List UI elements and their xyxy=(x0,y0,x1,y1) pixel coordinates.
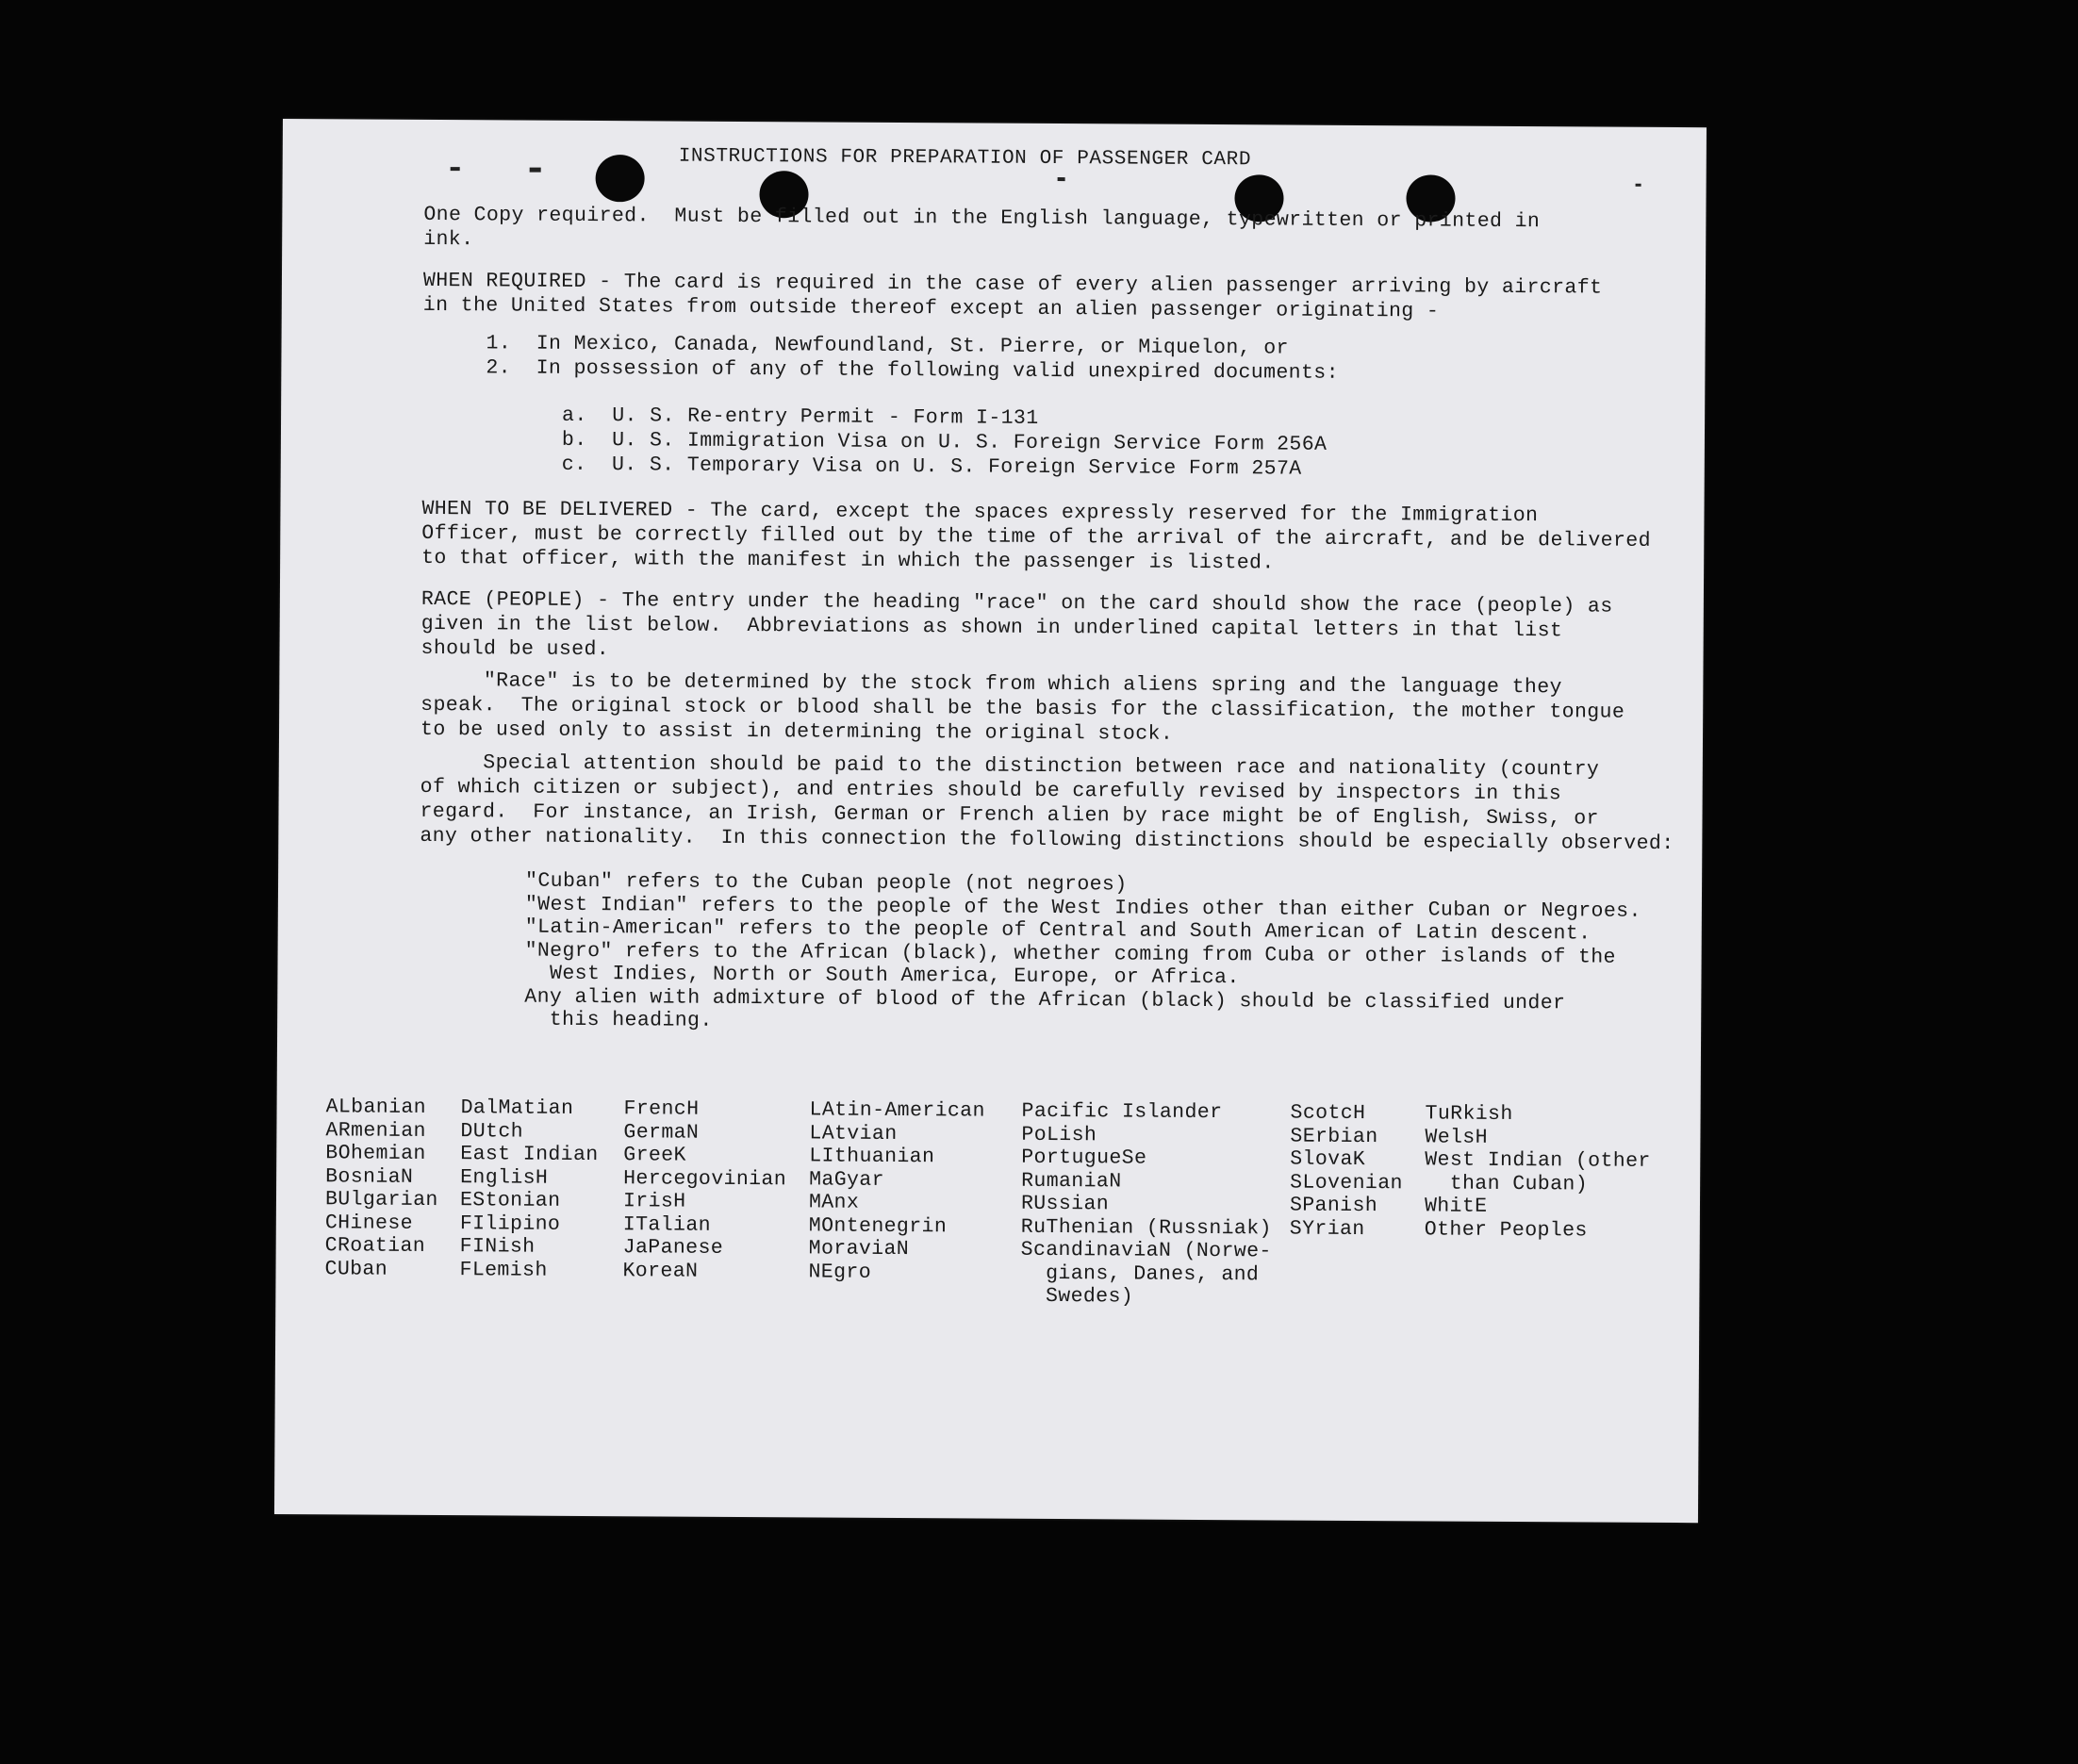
race-column-2 xyxy=(459,1096,599,1282)
special-attention-paragraph: Special attention should be paid to the distinction between race and nationality (country of which citizen or subject), and entries should be carefully revised by inspectors in this regard. For instance, an Irish, German or French alien by race might be of English, Swiss, or any other nationality. In this connection the following distinctions should be especially observed: xyxy=(420,750,1674,856)
race-list: FrencH GermaN GreeK Hercegovinian IrisH ITalian JaPanese KoreaN xyxy=(622,1097,787,1283)
race-column-1 xyxy=(324,1096,438,1281)
numbered-list: 1. In Mexico, Canada, Newfoundland, St. Pierre, or Miquelon, or 2. In possession of any of the following valid unexpired documents: xyxy=(486,332,1339,385)
race-column-6 xyxy=(1290,1102,1404,1242)
race-list: TuRkish WelsH West Indian (other than Cuban) WhitE Other Peoples xyxy=(1424,1102,1651,1242)
when-delivered-paragraph: WHEN TO BE DELIVERED - The card, except the spaces expressly reserved for the Immigration Officer, must be correctly filled out by the time of the arrival of the aircraft, and be delivered to that officer, with the manifest in which the passenger is listed. xyxy=(421,497,1651,575)
race-list: ALbanian ARmenian BOhemian BosniaN BUlgarian CHinese CRoatian CUban xyxy=(324,1096,438,1281)
race-list: DalMatian DUtch East Indian EnglisH EStonian FIlipino FINish FLemish xyxy=(459,1096,599,1282)
race-column-7 xyxy=(1425,1102,1651,1242)
document-list: a. U. S. Re-entry Permit - Form I-131 b. U. S. Immigration Visa on U. S. Foreign Service Form 256A c. U. S. Temporary Visa on U. S. Foreign Service Form 257A xyxy=(561,404,1328,481)
instruction-card xyxy=(274,119,1707,1523)
ink-mark xyxy=(451,167,460,171)
when-required-paragraph: WHEN REQUIRED - The card is required in the case of every alien passenger arriving by aircraft in the United States from outside thereof except an alien passenger originating - xyxy=(422,269,1603,323)
race-column-4 xyxy=(808,1098,984,1284)
ink-mark xyxy=(1636,184,1641,187)
race-list: Pacific Islander PoLish PortugueSe RumaniaN RUssian RuThenian (Russniak) ScandinaviaN (Norwe- gians, Danes, and Swedes) xyxy=(1020,1099,1272,1309)
race-column-3 xyxy=(622,1097,786,1283)
intro-paragraph: One Copy required. Must be filled out in the English language, typewritten or printed in ink. xyxy=(423,203,1541,252)
page-title: INSTRUCTIONS FOR PREPARATION OF PASSENGER CARD xyxy=(678,145,1252,172)
ink-mark xyxy=(530,168,541,173)
ink-mark xyxy=(1058,177,1065,181)
race-list: ScotcH SErbian SlovaK SLovenian SPanish SYrian xyxy=(1289,1101,1403,1241)
distinctions-list: "Cuban" refers to the Cuban people (not negroes) "West Indian" refers to the people of the West Indies other than either Cuban or Negroes. "Latin-American" refers to the people of Central and South American of Latin descent. "Negro" refers to the African (black), whether coming from Cuba or other islands of the West Indies, North or South America, Europe, or Africa. Any alien with admixture of blood of the African (black) should be classified under this heading. xyxy=(524,869,1641,1032)
race-people-paragraph: RACE (PEOPLE) - The entry under the heading "race" on the card should show the race (people) as given in the list below. Abbreviations as shown in underlined capital letters in that list should be used. xyxy=(421,587,1613,662)
race-list: LAtin-American LAtvian LIthuanian MaGyar MAnx MOntenegrin MoraviaN NEgro xyxy=(808,1098,985,1284)
race-column-5 xyxy=(1020,1100,1272,1310)
race-definition-paragraph: "Race" is to be determined by the stock from which aliens spring and the language they speak. The original stock or blood shall be the basis for the classification, the mother tongue to be used only to assist in determining the original stock. xyxy=(420,668,1625,746)
punch-hole xyxy=(595,155,644,202)
